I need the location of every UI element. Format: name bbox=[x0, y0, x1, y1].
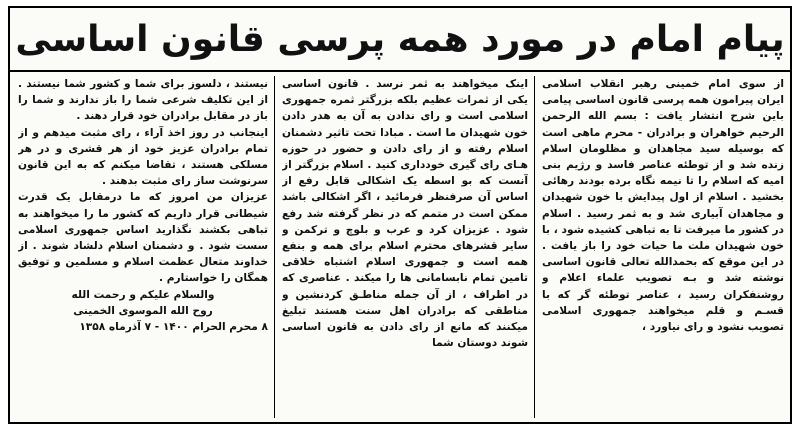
column-3-para-1: نیستند ، دلسوز برای شما و کشور شما نیستند . از این تکلیف شرعی شما را باز ندارند و شما را باز در مقابل برادران خود قرار دهند . bbox=[18, 78, 268, 123]
column-divider-2 bbox=[274, 76, 275, 418]
column-3 bbox=[18, 76, 268, 418]
column-3-para-3: عزیزان من امروز که ما درمقابل یک قدرت شیطانی قرار داریم که کشور ما را میخواهند به تباهی بکشند نگذارید اساس جمهوری اسلامی سست شود . و دشمنان اسلام دلشاد شوند . از خداوند متعال عظمت اسلام و مسلمین و توفیق همگان را خواستارم . bbox=[18, 191, 268, 285]
closing-salutation: والسلام علیکم و رحمت الله bbox=[71, 288, 215, 301]
newspaper-clipping bbox=[8, 6, 792, 424]
column-divider-1 bbox=[534, 76, 535, 418]
column-1 bbox=[542, 76, 784, 418]
column-2-text: اینک میخواهند به ثمر نرسد . قانون اساسی یکی از ثمرات عظیم بلکه بزرگتر ثمره جمهوری اسلامی است و رای ندادن به آن به هدر دادن خون شهیدان ما است . مبادا تحت تاثیر دشمنان اسلام رفته و از رای دادن و حضور در حوزه هـای رای گیری خودداری کنید . اسلام بزرگتر از آنست که بو اسطه یک اشکالی قابل رفع از اساس آن صرفنظر فرمائید ، اگر اشکالی باشد ممکن است در متمم که در نظر گرفته شد رفع شود . عزیزان کرد و عرب و بلوچ و ترکمن و سایر قشرهای محترم اسلام برای همه و بنفع همه است و جمهوری اسلام اشتباه خلاقی تامین تمام نابسامانی ها را میکند . عناصری که در اطراف ، از آن جمله مناطـق کردنشین و مناطقی که برادران اهل سنت هستند تبلیغ میکنند که مانع از رای دادن به قانون اساسی شوند دوستان شما bbox=[282, 78, 528, 350]
signature-name: روح الله الموسوی الخمینی bbox=[73, 304, 213, 317]
headline: پیام امام در مورد همه پرسی قانون اساسی bbox=[10, 8, 790, 72]
article-body bbox=[10, 72, 790, 422]
column-3-para-2: اینجانب در روز اخذ آراء ، رای مثبت میدهم و از تمام برادران عزیز خود از هر قشری و در هر مسلکی هستند ، تقاضا میکنم که به این قانون سرنوشت ساز رای مثبت بدهند . bbox=[18, 126, 268, 188]
date-line: ۸ محرم الحرام ۱۴۰۰ - ۷ آذرماه ۱۳۵۸ bbox=[79, 321, 268, 334]
column-2 bbox=[282, 76, 528, 418]
column-1-text: از سوی امام خمینی رهبر انقلاب اسلامی ایران پیرامون همه پرسی قانون اساسی پیامی باین شرح انتشار یافت : بسم الله الرحمن الرحیم خواهران و برادران - محرم ماهی است که بوسیله سید مجاهدان و مظلومان اسلام زنده شد و از توطئه عناصر فاسد و رژیم بنی امیه که اسلام را تا نیمه نگاه برده بودند رهائی بخشید . اسلام از اول پیدایش با خون شهیدان و مجاهدان آبیاری شد و به ثمر رسید . اسلام در کشور ما میرفت تا به تباهی کشیده شود ، با خون شهیدان ملت ما حیات خود را باز یافت . در این موقع که بحمدالله تعالی قانون اساسی نوشته شد و بـه تصویب علماء اعلام و روشنفکران رسید ، عناصر توطئه گر که با قسـم و قلم میخواهند جمهوری اسلامی تصویب نشود و رای نیاورد ، bbox=[542, 78, 784, 334]
